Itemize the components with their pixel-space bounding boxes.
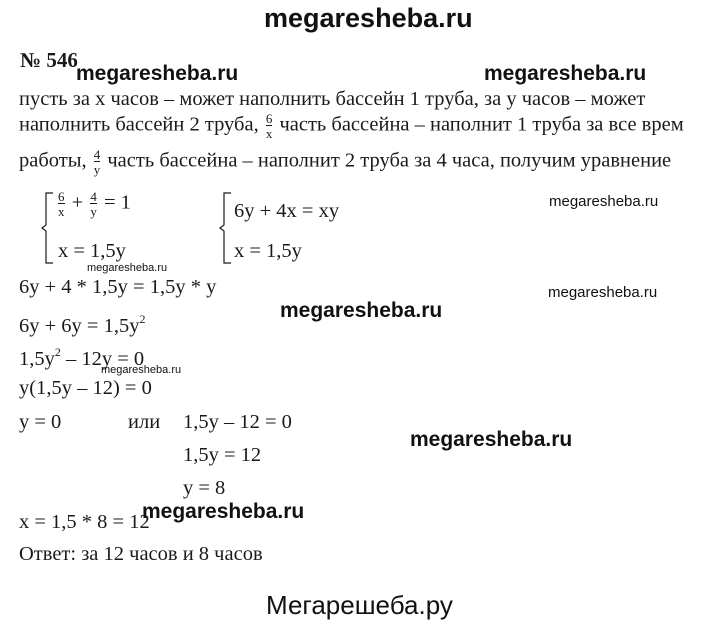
header-watermark: megaresheba.ru bbox=[264, 3, 473, 33]
text-line-2-end: часть бассейна – наполнит 1 труба за все врем bbox=[279, 113, 684, 136]
system1-eq1 bbox=[56, 190, 131, 218]
text-line-1: пусть за х часов – может наполнить бассейн 1 труба, за у часов – может bbox=[19, 88, 646, 110]
solution-step-7: y = 8 bbox=[183, 477, 226, 499]
step-3-base: 1,5y bbox=[19, 348, 55, 370]
watermark-2: megaresheba.ru bbox=[484, 62, 647, 85]
step-2-base: 6y + 6y = 1,5y bbox=[19, 315, 140, 337]
watermark-5: megaresheba.ru bbox=[280, 299, 443, 322]
solution-step-2 bbox=[19, 312, 146, 338]
system1-eq2: x = 1,5y bbox=[58, 240, 126, 262]
equation-rhs: = 1 bbox=[103, 191, 131, 214]
exponent: 2 bbox=[54, 345, 61, 359]
watermark-1: megaresheba.ru bbox=[76, 62, 239, 85]
system-brace-2 bbox=[219, 192, 233, 264]
system2-eq2: x = 1,5y bbox=[234, 240, 302, 262]
fraction-4-over-y bbox=[94, 148, 101, 176]
solution-step-8: x = 1,5 * 8 = 12 bbox=[19, 511, 150, 533]
solution-step-5-right: 1,5y – 12 = 0 bbox=[183, 411, 292, 433]
watermark-4: megaresheba.ru bbox=[548, 284, 658, 301]
solution-step-6: 1,5y = 12 bbox=[183, 444, 262, 466]
step-3-rest: – 12y = 0 bbox=[60, 348, 145, 370]
fraction-numerator: 6 bbox=[265, 111, 273, 126]
watermark-tiny-2: megaresheba.ru bbox=[101, 364, 182, 376]
text-line-2-start: наполнить бассейн 2 труба, bbox=[19, 113, 259, 136]
watermark-7: megaresheba.ru bbox=[142, 500, 305, 523]
fraction-4-over-y bbox=[90, 190, 97, 218]
exponent: 2 bbox=[139, 312, 146, 326]
fraction-numerator: 4 bbox=[93, 147, 101, 162]
text-line-2 bbox=[19, 112, 684, 140]
watermark-6: megaresheba.ru bbox=[410, 428, 573, 451]
system2-eq1: 6y + 4x = xy bbox=[234, 200, 340, 222]
fraction-denominator: x bbox=[265, 126, 273, 141]
solution-step-1: 6y + 4 * 1,5y = 1,5y * y bbox=[19, 276, 217, 298]
fraction-numerator: 6 bbox=[58, 189, 65, 204]
fraction-denominator: y bbox=[90, 204, 97, 219]
fraction-6-over-x bbox=[58, 190, 65, 218]
system-brace-1 bbox=[41, 192, 55, 264]
watermark-3: megaresheba.ru bbox=[549, 193, 659, 210]
fraction-denominator: y bbox=[93, 162, 101, 177]
answer: Ответ: за 12 часов и 8 часов bbox=[19, 543, 263, 565]
problem-number: № 546 bbox=[20, 48, 78, 72]
fraction-denominator: x bbox=[58, 204, 65, 219]
solution-step-3 bbox=[19, 345, 144, 371]
fraction-numerator: 4 bbox=[90, 189, 97, 204]
plus-sign: + bbox=[71, 191, 84, 214]
solution-step-5-left: y = 0 bbox=[19, 411, 62, 433]
solution-step-5-or: или bbox=[128, 411, 161, 433]
text-line-3-end: часть бассейна – наполнит 2 труба за 4 часа, получим уравнение bbox=[107, 149, 672, 172]
footer-watermark: Мегарешеба.ру bbox=[266, 590, 453, 620]
fraction-6-over-x bbox=[266, 112, 273, 140]
text-line-3-start: работы, bbox=[19, 149, 87, 172]
solution-step-4: y(1,5y – 12) = 0 bbox=[19, 377, 152, 399]
watermark-tiny-1: megaresheba.ru bbox=[87, 262, 168, 274]
text-line-3 bbox=[19, 148, 671, 176]
